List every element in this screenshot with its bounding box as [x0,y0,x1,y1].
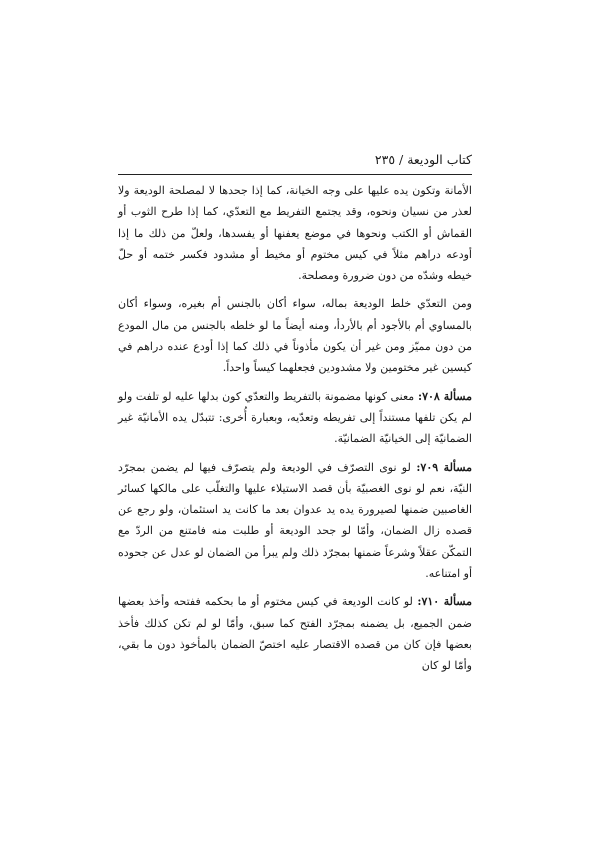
issue-paragraph [118,591,472,676]
paragraph-text: الأمانة وتكون يده عليها على وجه الخيانة، كما إذا جحدها لا لمصلحة الوديعة ولا لعذر من نسيان ونحوه، وقد يجتمع التفريط مع التعدّي، كما إذا طرح الثوب أو القماش أو الكتب ونحوها في موضع يعفنها أو يفسدها، ولعلّ من ذلك ما إذا أودعه دراهم مثلاً في كيس مختوم أو مخيط أو مشدود فكسر ختمه أو حلّ خيطه وشدّه من دون ضرورة ومصلحة. [118,184,472,283]
issue-heading: مسألة ٧٠٨: [414,389,473,403]
paragraph [118,293,472,378]
header-rule [118,174,472,175]
issue-paragraph [118,386,472,450]
header-title: كتاب الوديعة / ٢٣٥ [374,152,472,167]
paragraph-text: معنى كونها مضمونة بالتفريط والتعدّي كون بدلها عليه لو تلفت ولو لم يكن تلفها مستنداً إلى تفريطه وتعدّيه، وبعبارة أُخرى: تتبدّل يده الأمانيّة غير الضمانيّة إلى الخيانيّة الضمانيّة. [118,389,472,446]
page-body [118,180,472,684]
issue-heading: مسألة ٧٠٩: [410,460,472,474]
running-header [118,150,472,170]
paragraph-text: لو نوى التصرّف في الوديعة ولم يتصرّف فيها لم يضمن بمجرّد النيّة، نعم لو نوى الغصبيّة بأن قصد الاستيلاء عليها والتغلّب على مالكها كسائر الغاصبين ضمنها لصيرورة يده يد عدوان بعد ما كانت يد استئمان، ولو رجع عن قصده زال الضمان، وأمّا لو جحد الوديعة أو طلبت منه فامتنع من الردّ مع التمكّن عقلاً وشرعاً ضمنها بمجرّد ذلك ولم يبرأ من الضمان لو عدل عن جحوده أو امتناعه. [118,460,472,581]
paragraph-text: لو كانت الوديعة في كيس مختوم أو ما بحكمه ففتحه وأخذ بعضها ضمن الجميع، بل يضمنه بمجرّد الفتح كما سبق، وأمّا لو لم تكن كذلك فأخذ بعضها فإن كان من قصده الاقتصار عليه اختصّ الضمان بالمأخوذ دون ما بقي، وأمّا لو كان [118,595,472,673]
paragraph-text: ومن التعدّي خلط الوديعة بماله، سواء أكان بالجنس أم بغيره، وسواء أكان بالمساوي أم بالأجود أم بالأردأ، ومنه أيضاً ما لو خلطه بالجنس من مال المودع من دون مميّز ومن غير أن يكون مأذوناً في ذلك كما إذا أودع عنده دراهم في كيسين غير مختومين ولا مشدودين فجعلهما كيساً واحداً. [118,297,472,375]
paragraph [118,180,472,286]
issue-paragraph [118,457,472,585]
issue-heading: مسألة ٧١٠: [412,595,473,609]
